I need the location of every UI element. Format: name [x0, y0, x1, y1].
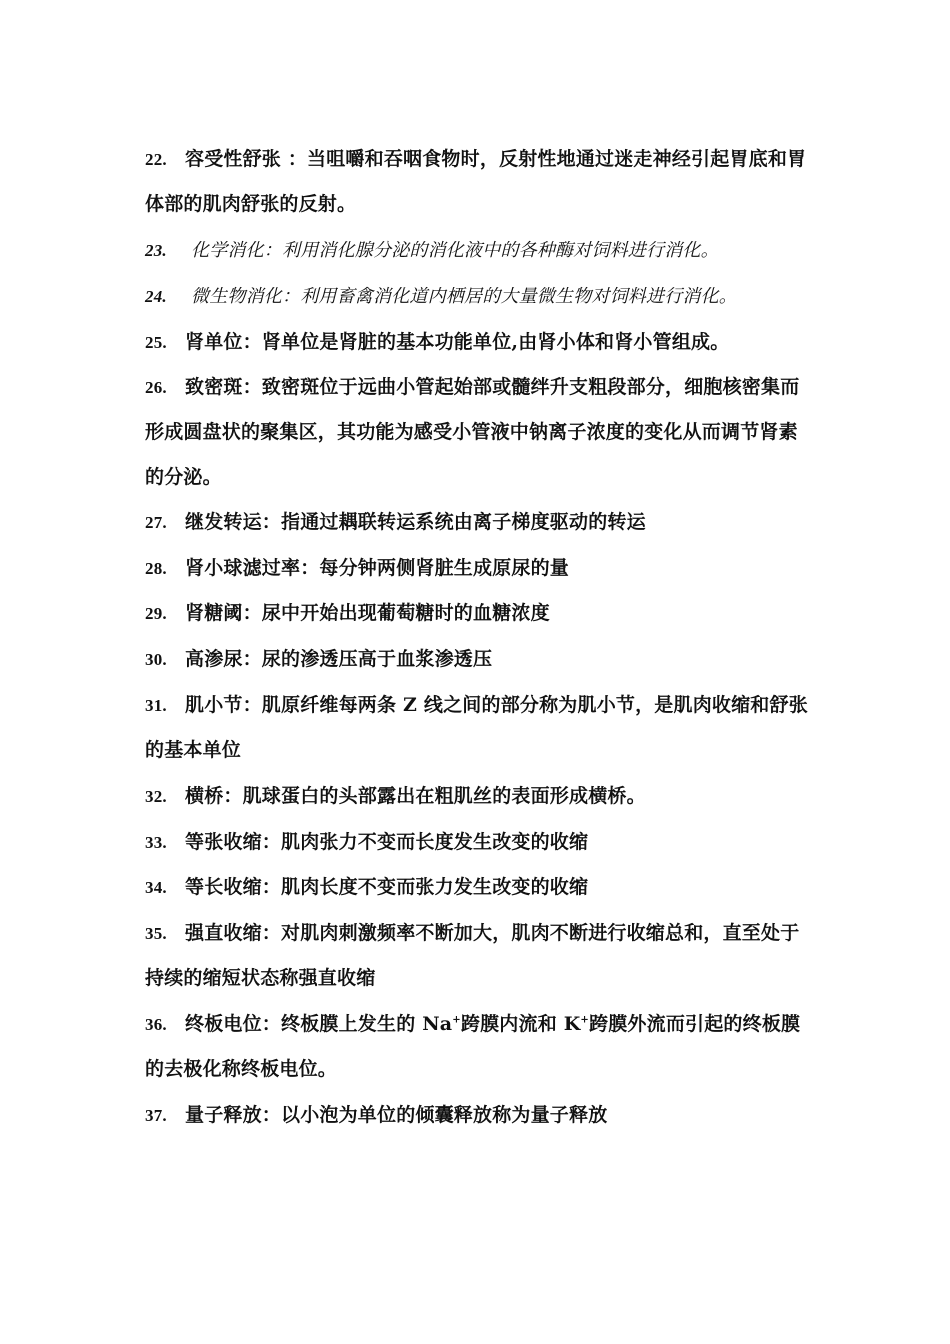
entry-text: 等张收缩：肌肉张力不变而长度发生改变的收缩: [185, 831, 589, 853]
entry-28: [145, 546, 815, 591]
entry-text: 量子释放：以小泡为单位的倾囊释放称为量子释放: [185, 1104, 608, 1126]
entry-number: 26.: [145, 378, 167, 397]
entry-24: [145, 274, 815, 319]
entry-26: [145, 365, 815, 500]
entry-text: 肾单位：肾单位是肾脏的基本功能单位,由肾小体和肾小管组成。: [185, 331, 730, 353]
entry-text: 肾小球滤过率：每分钟两侧肾脏生成原尿的量: [185, 557, 570, 579]
entry-34: [145, 865, 815, 910]
entry-number: 27.: [145, 513, 167, 532]
entry-text: 等长收缩：肌肉长度不变而张力发生改变的收缩: [185, 876, 589, 898]
superscript-plus: +: [580, 1014, 590, 1026]
entry-33: [145, 820, 815, 865]
entry-number: 37.: [145, 1106, 167, 1125]
entry-number: 29.: [145, 604, 167, 623]
entry-25: [145, 320, 815, 365]
entry-number: 36.: [145, 1015, 167, 1034]
entry-text-part2: 跨膜内流和 K: [460, 1013, 581, 1035]
entry-text-part1: 终板电位：终板膜上发生的 Na: [185, 1013, 453, 1035]
entry-27: [145, 500, 815, 545]
entry-text: 横桥：肌球蛋白的头部露出在粗肌丝的表面形成横桥。: [185, 785, 646, 807]
entry-text: 高渗尿：尿的渗透压高于血浆渗透压: [185, 648, 493, 670]
entry-number: 25.: [145, 333, 167, 352]
entry-text-part3: 跨膜外流而引起的终板膜的去极化称终板电位。: [145, 1013, 801, 1080]
entry-number: 23.: [145, 241, 167, 260]
entry-35: [145, 911, 815, 1001]
entry-number: 32.: [145, 787, 167, 806]
entry-number: 22.: [145, 150, 167, 169]
entry-number: 33.: [145, 833, 167, 852]
entry-text: 微生物消化：利用畜禽消化道内栖居的大量微生物对饲料进行消化。: [191, 286, 737, 307]
entry-text: 继发转运：指通过耦联转运系统由离子梯度驱动的转运: [185, 511, 646, 533]
entry-text: 容受性舒张 ：当咀嚼和吞咽食物时，反射性地通过迷走神经引起胃底和胃体部的肌肉舒张的反射。: [145, 148, 807, 215]
entry-number: 28.: [145, 559, 167, 578]
entry-29: [145, 591, 815, 636]
entry-23: [145, 228, 815, 273]
entry-text: 化学消化：利用消化腺分泌的消化液中的各种酶对饲料进行消化。: [191, 240, 719, 261]
entry-number: 24.: [145, 287, 167, 306]
entry-text: 肌小节：肌原纤维每两条 Z 线之间的部分称为肌小节，是肌肉收缩和舒张的基本单位: [145, 694, 808, 761]
entry-36: [145, 1002, 815, 1092]
entry-number: 31.: [145, 696, 167, 715]
entry-31: [145, 683, 815, 773]
entry-text: 肾糖阈：尿中开始出现葡萄糖时的血糖浓度: [185, 602, 550, 624]
entry-22: [145, 137, 815, 227]
entry-30: [145, 637, 815, 682]
superscript-plus: +: [452, 1014, 461, 1026]
entry-32: [145, 774, 815, 819]
entry-number: 30.: [145, 650, 167, 669]
entry-number: 34.: [145, 878, 167, 897]
entry-37: [145, 1093, 815, 1138]
entry-text: 强直收缩：对肌肉刺激频率不断加大，肌肉不断进行收缩总和，直至处于持续的缩短状态称强直收缩: [145, 922, 800, 989]
entry-text: 致密斑：致密斑位于远曲小管起始部或髓绊升支粗段部分，细胞核密集而形成圆盘状的聚集区，其功能为感受小管液中钠离子浓度的变化从而调节肾素的分泌。: [145, 376, 800, 488]
entry-number: 35.: [145, 924, 167, 943]
